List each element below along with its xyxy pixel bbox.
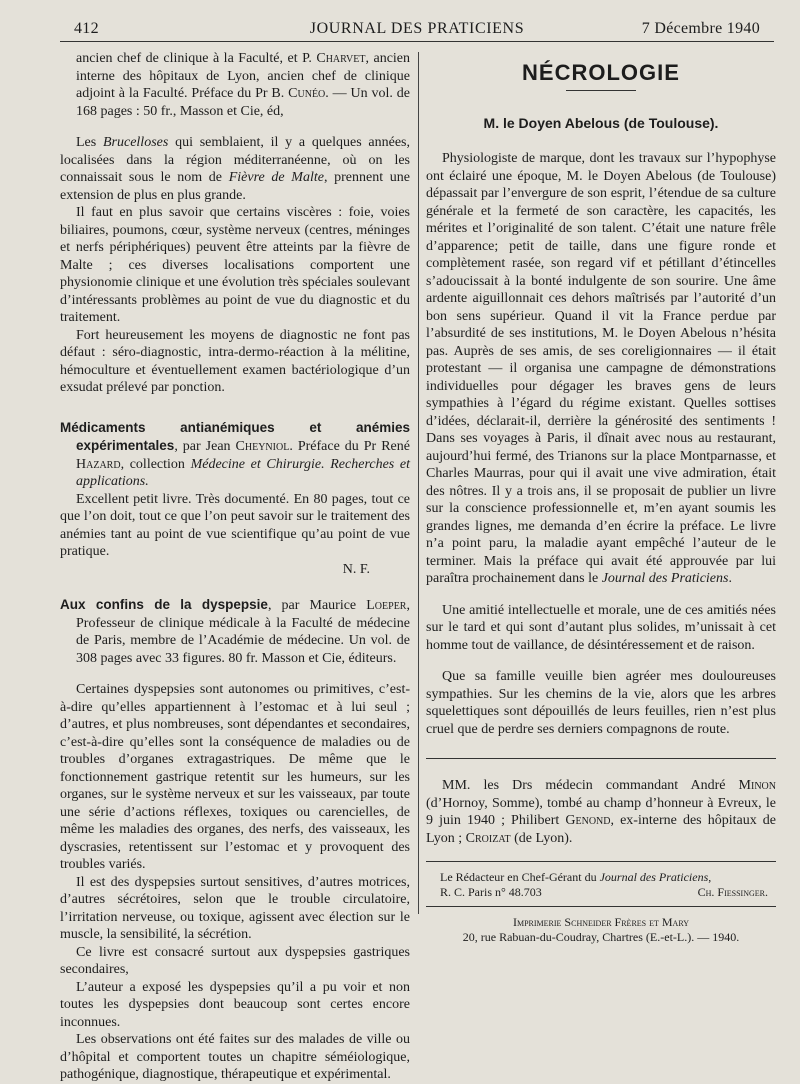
gerant-row <box>426 885 776 900</box>
text-run: , ancien interne des hôpitaux de Lyon, ancien chef de clinique adjoint à la Faculté. Préface du Pr B. <box>76 51 411 101</box>
obituary-paragraph-1 <box>426 150 776 588</box>
text-run: (de Lyon). <box>510 830 573 846</box>
text-run: . <box>728 571 732 586</box>
journal-title: JOURNAL DES PRATICIENS <box>309 20 525 37</box>
right-column <box>426 56 776 945</box>
text-run: Journal des Praticiens <box>601 571 729 586</box>
brucelloses-citation <box>60 50 410 120</box>
dyspepsia-paragraph-1: Certaines dyspepsies sont autonomes ou primitives, c’est-à-dire qu’elles appartiennent à l’estomac et à lui seul ; d’autres, et plus nombreuses, sont dépendantes et secondaires, c’est-à-dire qu’elles sont la conséquence de maladies ou de troubles d’organes extragastriques. De même que le fonctionnement gastrique retentit sur les humeurs, sur les organes, sur le système nerveux et sur les vaisseaux, par toute une série d’actions réflexes, toxiques ou carencielles, de même les maladies des organes, des nerfs, des vaisseaux, les dyscrasies, retentissent sur l’estomac et y provoquent des troubles variés. <box>60 682 410 872</box>
text-run: Loeper <box>366 598 407 613</box>
page-header <box>60 18 774 40</box>
text-run: . Préface du Pr René <box>289 439 410 454</box>
obituary-paragraph-2: Une amitié intellectuelle et morale, une de ces amitiés nées sur le tard et qui sont d’autant plus solides, m’unissait à cet homme tout de vaillance, de désintéressement et de raison. <box>426 602 776 653</box>
text-run: , par Maurice <box>267 598 367 613</box>
printer-name: Imprimerie Schneider Frères et Mary <box>512 915 690 929</box>
text-run: Cheyniol <box>235 439 290 454</box>
text-run: ancien chef de clinique à la Faculté, et P. <box>76 51 317 66</box>
text-run: (d’Hornoy, Somme), tombé au champ d’honneur à Evreux, le 9 juin 1940 ; Philibert <box>426 795 776 828</box>
text-run: Genond <box>565 813 611 828</box>
text-run: Charvet <box>316 51 366 66</box>
column-divider <box>418 52 419 914</box>
printer-block <box>426 915 776 945</box>
text-run: , collection <box>120 456 191 472</box>
brucelloses-paragraph-1 <box>60 134 410 204</box>
obituary-paragraph-3: Que sa famille veuille bien agréer mes douloureuses sympathies. Sur les chemins de la vie, alors que les arbres squelettiques sont dépouillés de leurs feuilles, rien n’est plus cruel que de perdre ses derniers compagnons de route. <box>426 669 776 737</box>
text-run: Médecine et Chirurgie. Recherches et applications. <box>76 456 411 489</box>
publisher-block <box>426 870 776 900</box>
antianemic-review-paragraph: Excellent petit livre. Très documenté. En 80 pages, tout ce que l’on doit, tout ce que l’on peut savoir sur le traitement des anémies tant au point de vue scientifique qu’au point de vue pratique. <box>60 491 410 559</box>
text-run: Fièvre de Malte <box>228 170 324 185</box>
text-run: qui semblaient, il y a quelques années, localisées dans la région méditerranéenne, où on les connaissait sous le nom de <box>60 135 411 185</box>
review-signature: N. F. <box>342 561 370 577</box>
text-run: Physiologiste de marque, dont les travaux sur l’hypophyse ont éclairé une époque, M. le Doyen Abelous (de Toulouse) dépassait par l’envergure de son esprit, l’étendue de sa culture générale et la fermeté de son caractère, les capacités, les mérites et l’originalité de son talent. C’était une nature frêle d’apparence; petit de taille, dans une figure ronde et complètement rasée, son regard vif et pétillant d’étincelles s’adoucissait à la bonté indulgente de son sourire. Une âme ardente aiguillonnait ces dehors maîtrisés par l’autorité d’un bon sens supérieur. Quand il vit la France perdue par l’absurdité de ses institutions, M. le Doyen Abelous n’hésita pas. Auprès de ses amis, de ses coreligionnaires — il était protestant — il organisa une campagne de démonstrations individuelles pour dégager les braves gens de leurs sympathies à l’égard du régime existant. Quelles sottises d’idées, déclarait-il, derrière la générosité des sentiments ! Dans ses voyages à Paris, il dînait avec nous au restaurant, aujourd’hui fermé, des Trianons sur la place Montparnasse, et Charles Maurras, pour qui il avait une vive admiration, était des nôtres. Il y a trois ans, il se proposait de publier un livre sur la conscience professionnelle et, m’en ayant soumis les grandes lignes, me demanda d’en écrire la préface. Le livre n’a point paru, la maladie ayant empêché l’auteur de le terminer. Mais la préface qui avait été approuvée par lui paraîtra prochainement dans le <box>426 151 776 586</box>
dyspepsia-review-title <box>60 596 410 667</box>
text-run: Les <box>76 135 103 150</box>
text-run: , prennent une extension de plus en plus grande. <box>60 170 411 203</box>
header-rule <box>60 41 774 42</box>
text-run: , <box>708 870 712 884</box>
registry-number: R. C. Paris n° 48.703 <box>440 885 542 899</box>
deaths-notice <box>426 777 776 847</box>
dyspepsia-paragraph-5: Les observations ont été faites sur des malades de ville ou d’hôpital et comportent toutes un chapitre séméiologique, pathogénique, diagnostique, thérapeutique et expérimental. <box>60 1032 410 1082</box>
text-run: , ex-interne des hôpitaux de Lyon ; <box>426 813 777 846</box>
text-run: Minon <box>738 778 776 793</box>
page-number: 412 <box>74 20 99 37</box>
left-column <box>60 50 410 1084</box>
printer-rule <box>426 906 776 907</box>
text-run: Croizat <box>465 830 511 846</box>
text-run: Journal des Praticiens <box>599 870 709 884</box>
text-run: MM. les Drs médecin commandant André <box>442 778 739 793</box>
dyspepsia-paragraph-4: L’auteur a exposé les dyspepsies qu’il a pu voir et non toutes les dyspepsies dont beaucoup sont certes encore inconnues. <box>60 979 410 1030</box>
necrology-title: NÉCROLOGIE <box>522 60 680 85</box>
text-run: Hazard <box>76 456 121 472</box>
text-run: Brucelloses <box>102 135 169 150</box>
brucelloses-paragraph-3: Fort heureusement les moyens de diagnostic ne font pas défaut : séro-diagnostic, intra-dermo-réaction à la mélitine, hémoculture et éventuellement examen bactériologique d’un exsudat prélevé par ponction. <box>60 327 410 395</box>
text-run: . — Un vol. de 168 pages : 50 fr., Masson et Cie, éd, <box>76 86 410 119</box>
obituary-subhead: M. le Doyen Abelous (de Toulouse). <box>483 114 719 131</box>
text-run: Cunéo <box>288 86 326 101</box>
deaths-rule <box>426 758 776 759</box>
printer-address: 20, rue Rabuan-du-Coudray, Chartres (E.-et-L.). — 1940. <box>462 930 740 944</box>
brucelloses-paragraph-2: Il faut en plus savoir que certains viscères : foie, voies biliaires, poumons, cœur, système nerveux (centres, méninges et nerfs périphériques) peuvent être atteints par la fièvre de Malte ; ces diverses localisations comportent une physionomie clinique et une évolution très spéciales soulevant d’intéressants problèmes au point de vue du diagnostic et du traitement. <box>60 205 410 325</box>
gerant-line <box>426 870 776 885</box>
antianemic-review-title <box>60 419 410 491</box>
gerant-name: Ch. Fiessinger. <box>697 885 768 899</box>
title-rule <box>566 90 636 91</box>
text-run: Médicaments antianémiques et anémies expérimentales <box>60 419 410 453</box>
footer-rule <box>426 861 776 862</box>
text-run: Le Rédacteur en Chef-Gérant du <box>440 870 600 884</box>
text-run: , Professeur de clinique médicale à la Faculté de médecine de Paris, membre de l’Académie de médecine. Un vol. de 308 pages avec 33 figures. 80 fr. Masson et Cie, éditeurs. <box>76 598 410 666</box>
issue-date: 7 Décembre 1940 <box>641 20 760 37</box>
dyspepsia-paragraph-2: Il est des dyspepsies surtout sensitives, d’autres motrices, d’autres sécrétoires, selon que le trouble circulatoire, l’irritation nerveuse, ou toxique, agissent avec élection sur le muscle, la sensibilité, la sécrétion. <box>60 874 410 942</box>
text-run: , par Jean <box>174 439 236 454</box>
dyspepsia-paragraph-3: Ce livre est consacré surtout aux dyspepsies gastriques secondaires, <box>60 944 410 977</box>
text-run: Aux confins de la dyspepsie <box>60 597 268 612</box>
